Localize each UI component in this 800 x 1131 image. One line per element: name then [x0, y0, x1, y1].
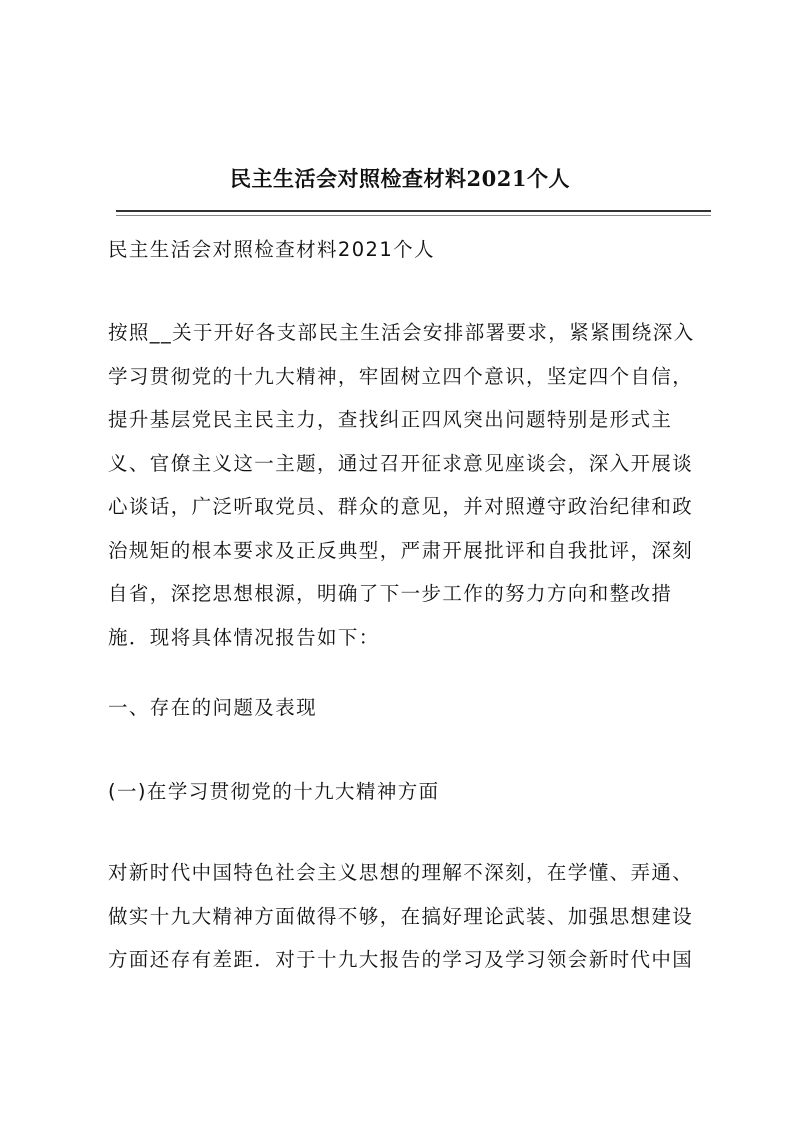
document-subtitle: 民主生活会对照检查材料2021个人	[108, 238, 435, 261]
title-divider	[116, 210, 711, 212]
section-heading-problems: 一、存在的问题及表现	[108, 696, 318, 719]
title-divider-thin	[116, 215, 711, 216]
subsection-heading-study: (一)在学习贯彻党的十九大精神方面	[108, 780, 440, 803]
document-title: 民主生活会对照检查材料2021个人	[230, 166, 570, 191]
intro-paragraph: 按照__关于开好各支部民主生活会安排部署要求，紧紧围绕深入 学习贯彻党的十九大精神，牢固树立四个意识，坚定四个自信， 提升基层党民主民主力，查找纠正四风突出问题特别是形式主 义、官僚主义这一主题，通过召开征求意见座谈会，深入开展谈 心谈话，广泛听取党员、群众的意见，并对照遵守政治纪律和政 治规矩的根本要求及正反典型，严肃开展批评和自我批评，深刻 自省，深挖思想根源，明确了下一步工作的努力方向和整改措 施．现将具体情况报告如下：	[108, 321, 695, 649]
subsection-paragraph: 对新时代中国特色社会主义思想的理解不深刻，在学懂、弄通、 做实十九大精神方面做得不够，在搞好理论武装、加强思想建设 方面还存有差距．对于十九大报告的学习及学习领会新时代中国	[108, 861, 694, 971]
